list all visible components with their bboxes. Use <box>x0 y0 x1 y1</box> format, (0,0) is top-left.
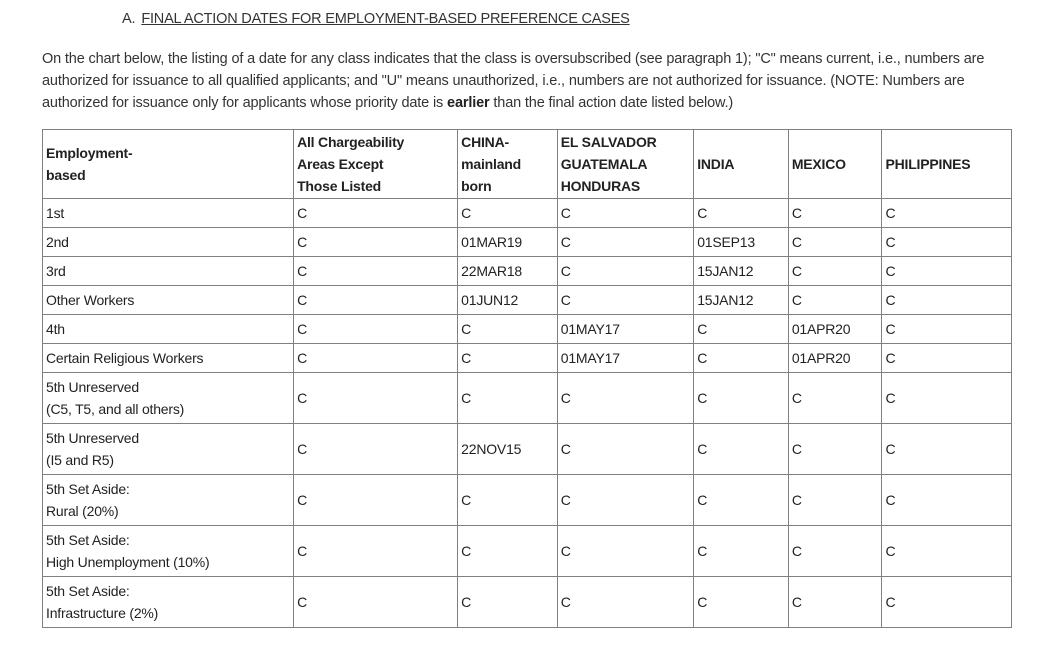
intro-text-part2: than the final action date listed below.) <box>489 95 734 111</box>
table-cell: C <box>294 199 458 228</box>
table-row <box>43 315 1012 344</box>
table-cell: C <box>788 475 882 526</box>
table-cell: C <box>694 199 789 228</box>
table-cell: C <box>694 344 789 373</box>
row-label-text: Certain Religious Workers <box>46 350 204 366</box>
table-cell: 01APR20 <box>788 344 882 373</box>
column-header-text: All Chargeability <box>297 134 405 150</box>
table-row <box>43 475 1012 526</box>
row-label-text: Infrastructure (2%) <box>46 605 159 621</box>
column-header <box>294 130 458 199</box>
table-cell: 01SEP13 <box>694 228 789 257</box>
row-label-text: Rural (20%) <box>46 503 119 519</box>
column-header-text: GUATEMALA <box>560 156 648 172</box>
table-cell: C <box>882 373 1012 424</box>
table-body <box>43 199 1012 628</box>
row-label <box>43 475 294 526</box>
column-header-text: INDIA <box>697 156 735 172</box>
table-row <box>43 577 1012 628</box>
table-cell: C <box>788 577 882 628</box>
table-cell: 01APR20 <box>788 315 882 344</box>
column-header <box>694 130 789 199</box>
section-letter: A. <box>122 11 136 27</box>
column-header-text: EL SALVADOR <box>560 134 657 150</box>
table-cell: C <box>882 526 1012 577</box>
table-row <box>43 344 1012 373</box>
column-header-text: born <box>461 178 492 194</box>
column-header-text: MEXICO <box>791 156 846 172</box>
table-cell: C <box>458 344 558 373</box>
table-cell: C <box>294 577 458 628</box>
final-action-dates-table <box>42 129 1012 628</box>
column-header-text: PHILIPPINES <box>885 156 971 172</box>
table-cell: C <box>788 199 882 228</box>
row-label-text: 1st <box>46 205 65 221</box>
row-label <box>43 424 294 475</box>
table-row <box>43 424 1012 475</box>
table-cell: C <box>294 286 458 315</box>
table-cell: C <box>882 424 1012 475</box>
table-cell: C <box>557 228 693 257</box>
row-label <box>43 199 294 228</box>
table-cell: C <box>557 257 693 286</box>
table-cell: C <box>557 475 693 526</box>
table-cell: C <box>694 424 789 475</box>
table-cell: 01MAY17 <box>557 344 693 373</box>
table-cell: C <box>557 577 693 628</box>
section-heading <box>122 11 630 27</box>
table-cell: C <box>882 257 1012 286</box>
table-row <box>43 228 1012 257</box>
column-header <box>458 130 558 199</box>
row-label-text: (C5, T5, and all others) <box>46 401 185 417</box>
table-cell: C <box>294 373 458 424</box>
table-cell: C <box>788 257 882 286</box>
table-cell: C <box>557 373 693 424</box>
table-row <box>43 526 1012 577</box>
table-cell: C <box>882 577 1012 628</box>
row-label-text: 5th Set Aside: <box>46 532 130 548</box>
table-row <box>43 199 1012 228</box>
table-cell: C <box>694 315 789 344</box>
row-label-text: 3rd <box>46 263 66 279</box>
row-label-text: 5th Set Aside: <box>46 481 130 497</box>
column-header-text: based <box>46 167 86 183</box>
table-cell: C <box>694 526 789 577</box>
table-cell: C <box>294 475 458 526</box>
table-cell: C <box>294 315 458 344</box>
table-cell: 01MAR19 <box>458 228 558 257</box>
row-label <box>43 228 294 257</box>
table-cell: C <box>557 424 693 475</box>
table-cell: C <box>882 315 1012 344</box>
row-label-text: 5th Set Aside: <box>46 583 130 599</box>
column-header <box>557 130 693 199</box>
intro-paragraph <box>42 48 1002 114</box>
row-label-text: 4th <box>46 321 65 337</box>
table-cell: C <box>458 526 558 577</box>
row-label <box>43 257 294 286</box>
column-header <box>788 130 882 199</box>
column-header <box>43 130 294 199</box>
table-cell: C <box>788 286 882 315</box>
table-cell: C <box>294 228 458 257</box>
table-cell: C <box>557 286 693 315</box>
table-cell: C <box>458 373 558 424</box>
table-row <box>43 286 1012 315</box>
table-cell: C <box>788 526 882 577</box>
table-cell: C <box>788 424 882 475</box>
column-header-text: mainland <box>461 156 522 172</box>
table-cell: C <box>694 373 789 424</box>
table-row <box>43 373 1012 424</box>
table-cell: C <box>882 344 1012 373</box>
table-cell: C <box>882 199 1012 228</box>
table-cell: 15JAN12 <box>694 286 789 315</box>
table-header-row <box>43 130 1012 199</box>
table-cell: C <box>882 475 1012 526</box>
row-label <box>43 315 294 344</box>
table-cell: C <box>788 373 882 424</box>
column-header-text: Those Listed <box>297 178 382 194</box>
row-label <box>43 526 294 577</box>
row-label-text: Other Workers <box>46 292 135 308</box>
table-cell: 15JAN12 <box>694 257 789 286</box>
table-cell: C <box>882 286 1012 315</box>
table-cell: 01JUN12 <box>458 286 558 315</box>
table-cell: C <box>557 526 693 577</box>
row-label-text: 5th Unreserved <box>46 379 139 395</box>
table-cell: C <box>458 577 558 628</box>
column-header-text: HONDURAS <box>560 178 641 194</box>
intro-emphasis: earlier <box>447 95 490 111</box>
column-header-text: Areas Except <box>297 156 384 172</box>
table-cell: 01MAY17 <box>557 315 693 344</box>
column-header <box>882 130 1012 199</box>
table-cell: C <box>788 228 882 257</box>
table-cell: C <box>458 315 558 344</box>
table-cell: C <box>694 475 789 526</box>
table-cell: C <box>458 199 558 228</box>
table-cell: C <box>882 228 1012 257</box>
table-cell: C <box>294 257 458 286</box>
table-cell: 22MAR18 <box>458 257 558 286</box>
column-header-text: Employment- <box>46 145 133 161</box>
row-label <box>43 344 294 373</box>
column-header-text: CHINA- <box>461 134 509 150</box>
table-row <box>43 257 1012 286</box>
row-label-text: (I5 and R5) <box>46 452 114 468</box>
row-label-text: 2nd <box>46 234 69 250</box>
row-label <box>43 373 294 424</box>
row-label <box>43 286 294 315</box>
table-cell: 22NOV15 <box>458 424 558 475</box>
table-cell: C <box>294 526 458 577</box>
intro-text-part1: On the chart below, the listing of a date for any class indicates that the class is oversubscribed (see paragraph 1); "C" means current, i.e., numbers are authorized for issuance to all qualified applicants; and "U" means unauthorized, i.e., numbers are not authorized for issuance. (NOTE: Numbers are authorized for issuance only for applicants whose priority date is <box>42 51 985 111</box>
table-cell: C <box>458 475 558 526</box>
table-cell: C <box>694 577 789 628</box>
row-label-text: High Unemployment (10%) <box>46 554 210 570</box>
table-cell: C <box>557 199 693 228</box>
row-label <box>43 577 294 628</box>
section-title: FINAL ACTION DATES FOR EMPLOYMENT-BASED PREFERENCE CASES <box>141 11 630 27</box>
table-cell: C <box>294 344 458 373</box>
row-label-text: 5th Unreserved <box>46 430 139 446</box>
table-cell: C <box>294 424 458 475</box>
